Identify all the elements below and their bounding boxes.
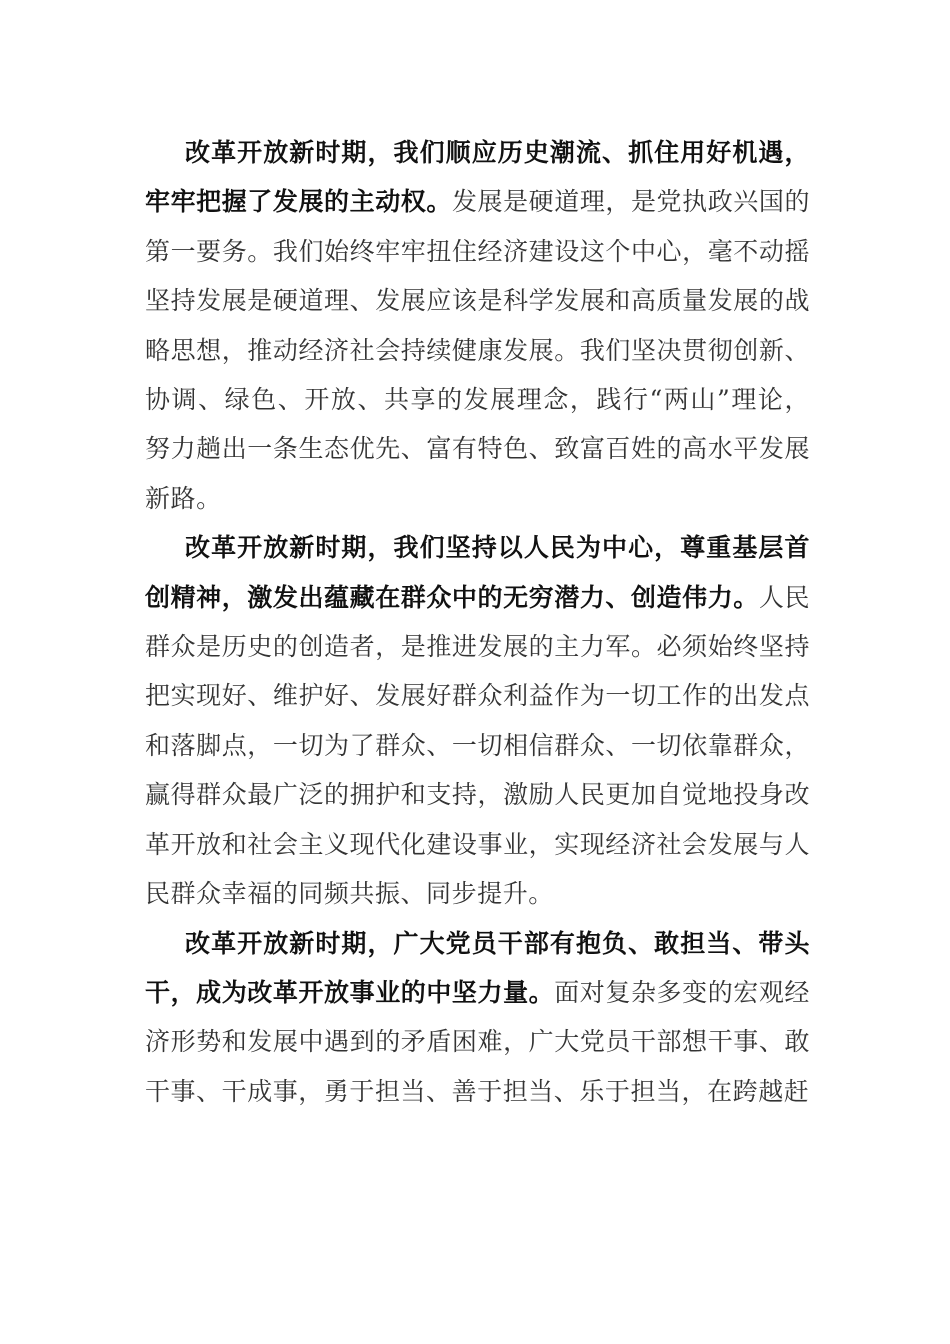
- paragraph-3: [145, 919, 810, 1117]
- paragraph-3-body: 面对复杂多变的宏观经济形势和发展中遇到的矛盾困难，广大党员干部想干事、敢干事、干成事，勇于担当、善于担当、乐于担当，在跨越赶: [145, 977, 810, 1106]
- paragraph-1-body: 发展是硬道理，是党执政兴国的第一要务。我们始终牢牢扭住经济建设这个中心，毫不动摇坚持发展是硬道理、发展应该是科学发展和高质量发展的战略思想，推动经济社会持续健康发展。我们坚决贯彻创新、协调、绿色、开放、共享的发展理念，践行“两山”理论，努力趟出一条生态优先、富有特色、致富百姓的高水平发展新路。: [145, 187, 810, 513]
- document-page: [145, 128, 810, 1116]
- paragraph-2-lead: 改革开放新时期，我们坚持以人民为中心，尊重基层首创精神，激发出蕴藏在群众中的无穷潜力、创造伟力。: [145, 533, 810, 612]
- paragraph-2: [145, 523, 810, 918]
- paragraph-3-lead: 改革开放新时期，广大党员干部有抱负、敢担当、带头干，成为改革开放事业的中坚力量。: [145, 928, 810, 1007]
- paragraph-2-body: 人民群众是历史的创造者，是推进发展的主力军。必须始终坚持把实现好、维护好、发展好群众利益作为一切工作的出发点和落脚点，一切为了群众、一切相信群众、一切依靠群众，赢得群众最广泛的拥护和支持，激励人民更加自觉地投身改革开放和社会主义现代化建设事业，实现经济社会发展与人民群众幸福的同频共振、同步提升。: [145, 582, 811, 909]
- paragraph-1: [145, 128, 810, 523]
- paragraph-1-lead: 改革开放新时期，我们顺应历史潮流、抓住用好机遇，牢牢把握了发展的主动权。: [145, 138, 810, 217]
